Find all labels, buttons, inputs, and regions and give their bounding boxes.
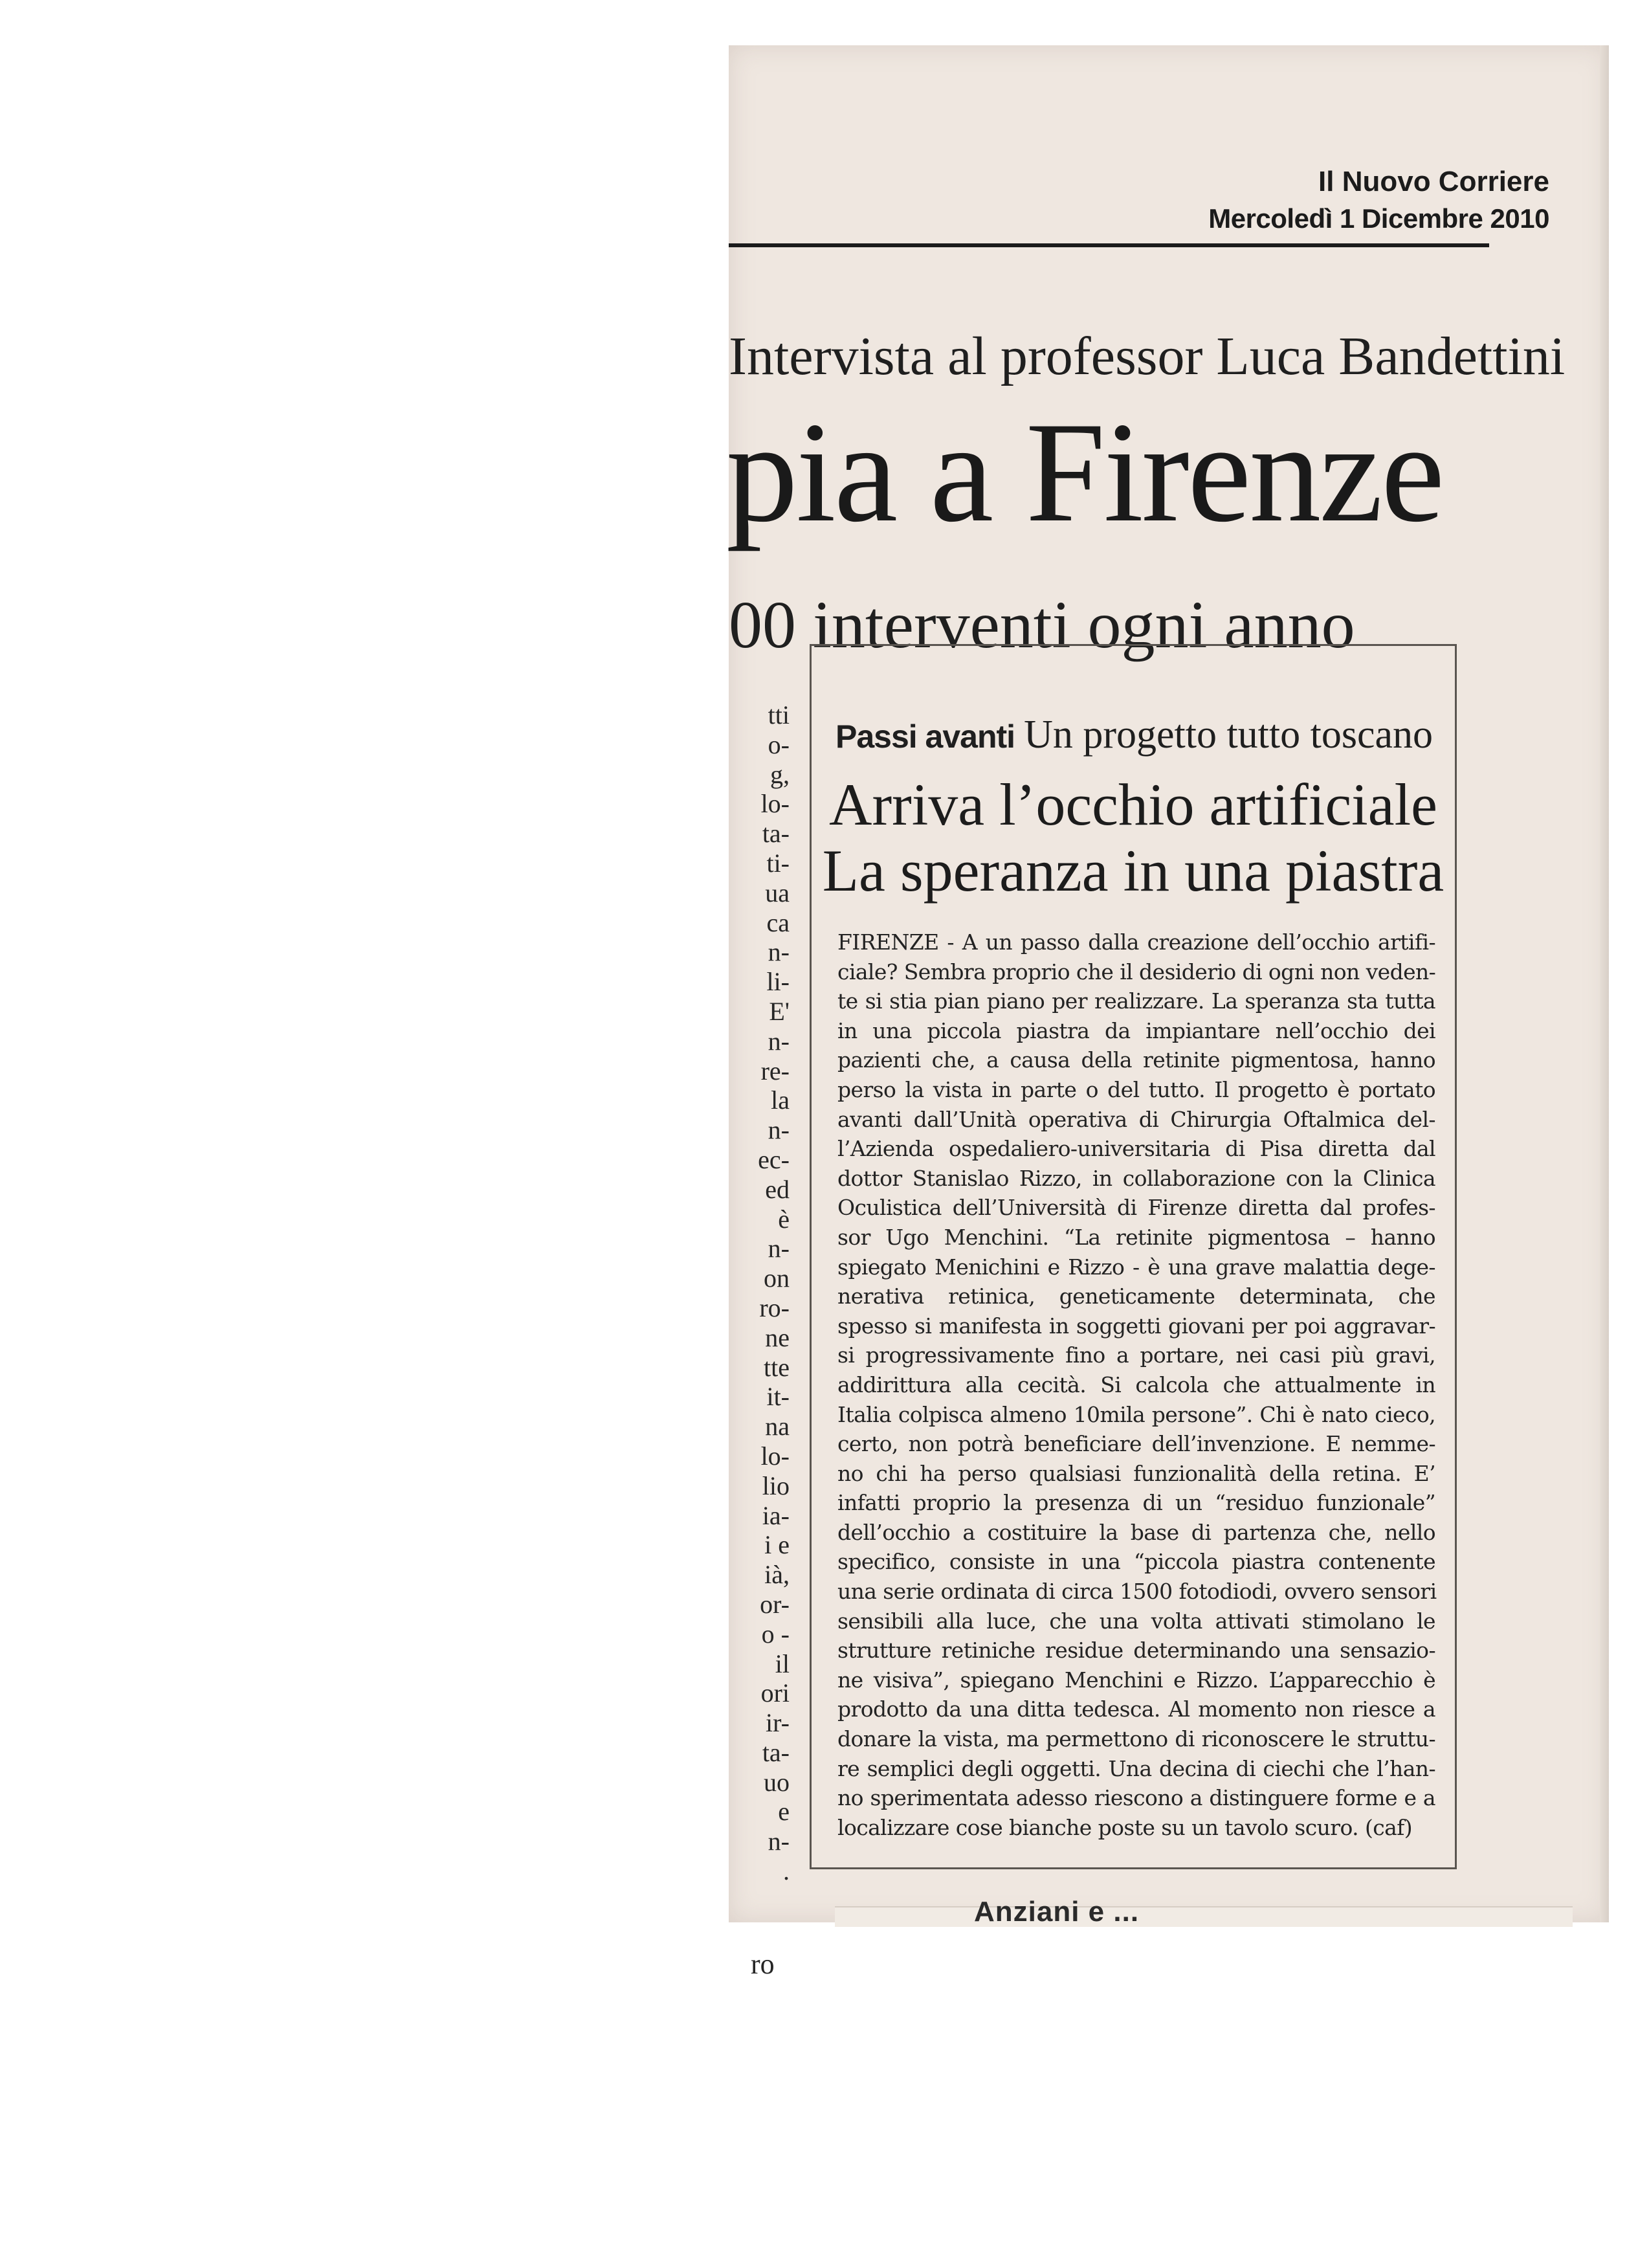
article-body-line: in una piccola piastra da impiantare nell’occhio dei (837, 1017, 1435, 1043)
cut-column-fragment: or- (760, 1589, 790, 1619)
article-body-line: l’Azienda ospedaliero-universitaria di Pisa diretta dal (837, 1136, 1435, 1162)
cut-column-fragment: ed (765, 1174, 790, 1204)
cut-column-fragment: on (764, 1263, 790, 1293)
cut-column-fragment: ià, (764, 1560, 790, 1590)
cut-column-fragment: i e (764, 1530, 790, 1560)
main-headline: pia a Firenze (726, 393, 1443, 552)
article-body-line: FIRENZE - A un passo dalla creazione dell’occhio artifi- (837, 929, 1435, 955)
article-body-line: perso la vista in parte o del tutto. Il progetto è portato (837, 1076, 1435, 1102)
cut-column-fragment: il (775, 1649, 790, 1678)
cut-column-fragment: tte (764, 1352, 790, 1382)
article-body-line: Italia colpisca almeno 10mila persone”. Chi è nato cieco, (837, 1401, 1435, 1427)
article-body-line: re semplici degli oggetti. Una decina di ciechi che l’han- (837, 1755, 1435, 1781)
cut-column-fragment: la (771, 1085, 790, 1115)
cut-column-fragment: li- (766, 967, 790, 997)
cut-column-fragment: e (778, 1797, 790, 1827)
cut-column-fragment: lo- (760, 789, 790, 819)
article-body-line: localizzare cose bianche poste su un tavolo scuro. (caf) (837, 1814, 1413, 1840)
article-body-line: ne visiva”, spiegano Menchini e Rizzo. L’apparecchio è (837, 1667, 1435, 1693)
cut-column-fragment: n- (768, 1827, 790, 1856)
publication-date: Mercoledì 1 Dicembre 2010 (1208, 203, 1549, 234)
article-body-line: nerativa retinica, geneticamente determinata, che (837, 1284, 1435, 1309)
cut-column-fragment: è (778, 1204, 790, 1234)
article-title-line: Arriva l’occhio artificiale (829, 772, 1437, 838)
newspaper-clipping (726, 45, 1609, 1980)
cut-column-fragment: ta- (762, 1737, 790, 1767)
article-body-line: una serie ordinata di circa 1500 fotodiodi, ovvero sensori (837, 1579, 1437, 1605)
cut-column-fragment: . (783, 1856, 790, 1886)
article-body-line: no chi ha perso qualsiasi funzionalità della retina. E’ (837, 1460, 1435, 1486)
article-body-line: dottor Stanislao Rizzo, in collaborazione con la Clinica (837, 1165, 1435, 1191)
article-body-line: addirittura alla cecità. Si calcola che attualmente in (837, 1372, 1435, 1397)
article-body-line: specifico, consiste in una “piccola piastra contenente (837, 1549, 1435, 1575)
article-body-line: te si stia pian piano per realizzare. La speranza sta tutta (837, 988, 1435, 1014)
cut-column-fragment: n- (768, 937, 790, 967)
cut-column-fragments (738, 700, 790, 1980)
cut-column-fragment: ec- (758, 1144, 790, 1174)
article-body-line: dell’occhio a costituire la base di partenza che, nello (837, 1519, 1435, 1545)
subheadline: 00 interventi ogni anno (729, 588, 1355, 662)
cut-column-fragment: lo- (760, 1441, 790, 1471)
article-body-line: Oculistica dell’Università di Firenze diretta dal profes- (837, 1195, 1435, 1221)
article-title-line: La speranza in una piastra (822, 838, 1444, 904)
cut-column-fragment: o- (768, 729, 790, 759)
article-body-line: strutture retiniche residue determinando una sensazio- (837, 1638, 1435, 1663)
article-body-line: prodotto da una ditta tedesca. Al momento non riesce a (837, 1696, 1435, 1722)
article-body-line: si progressivamente fino a portare, nei casi più gravi, (837, 1342, 1435, 1368)
article-body-line: no sperimentata adesso riescono a distinguere forme e a (837, 1785, 1435, 1811)
article-body-line: sor Ugo Menchini. “La retinite pigmentosa – hanno (837, 1224, 1435, 1250)
cut-column-fragment: tti (768, 700, 790, 729)
cut-column-fragment: ro- (759, 1293, 790, 1322)
section-text: Un progetto tutto toscano (1024, 713, 1433, 757)
article-body-line: avanti dall’Unità operativa di Chirurgia Oftalmica del- (837, 1106, 1435, 1132)
cut-column-fragment: lio (762, 1471, 790, 1500)
next-article-strip (835, 1896, 1573, 1928)
cut-column-fragment: ti- (766, 848, 790, 878)
article-body-line: certo, non potrà beneficiare dell’invenzione. E nemme- (837, 1431, 1435, 1457)
article-title (819, 772, 1447, 904)
section-tag: Passi avanti (836, 718, 1015, 755)
cut-column-fragment: n- (768, 1234, 790, 1263)
headline-kicker: Intervista al professor Luca Bandettini (729, 326, 1566, 386)
cut-column-fragment: ir- (766, 1708, 790, 1738)
cut-column-fragment: n- (768, 1026, 790, 1056)
cut-column-fragment: E' (769, 996, 790, 1026)
cut-column-fragment: ta- (762, 819, 790, 849)
cut-column-fragment: n- (768, 1115, 790, 1145)
masthead-rule (729, 243, 1489, 247)
cut-column-fragment: g, (770, 759, 790, 789)
article-section-line (836, 712, 1433, 758)
cut-column-fragment: it- (766, 1382, 790, 1412)
masthead (1208, 163, 1549, 237)
article-body (837, 928, 1435, 1842)
article-body-line: sensibili alla luce, che una volta attivati stimolano le (837, 1608, 1435, 1634)
cut-column-fragment: ori (760, 1678, 790, 1708)
next-article-headline-fragment: Anziani e ... (974, 1896, 1140, 1928)
article-body-line: spiegato Menichini e Rizzo - è una grave malattia dege- (837, 1254, 1435, 1280)
torn-edge (1600, 45, 1609, 1922)
newspaper-name: Il Nuovo Corriere (1318, 166, 1549, 197)
cut-column-fragment: re- (760, 1056, 790, 1085)
cut-column-fragment: ca (766, 907, 790, 937)
cut-column-fragment: ia- (762, 1500, 790, 1530)
article-body-line: ciale? Sembra proprio che il desiderio di ogni non veden- (837, 959, 1436, 984)
article-body-line: pazienti che, a causa della retinite pigmentosa, hanno (837, 1047, 1435, 1073)
cut-column-fragment: ne (765, 1322, 790, 1352)
cut-column-fragment: ua (765, 878, 790, 907)
cut-column-fragment: na (765, 1412, 790, 1441)
cut-column-tail: ro (751, 1948, 775, 1980)
article-body-line: spesso si manifesta in soggetti giovani per poi aggravar- (837, 1313, 1435, 1339)
cut-column-fragment: uo (764, 1767, 790, 1797)
cut-column-fragment: o - (761, 1619, 790, 1649)
article-body-line: infatti proprio la presenza di un “residuo funzionale” (837, 1490, 1435, 1516)
article-body-line: donare la vista, ma permettono di riconoscere le struttu- (837, 1726, 1435, 1752)
